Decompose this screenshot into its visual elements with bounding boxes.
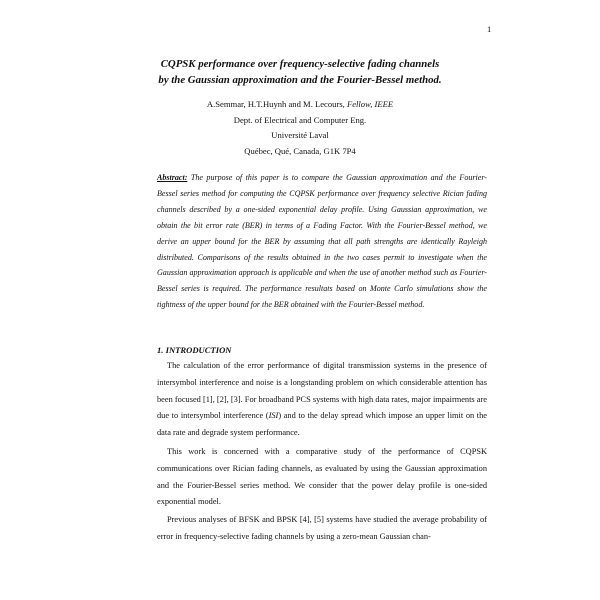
author-names: A.Semmar, H.T.Huynh and M. Lecours, — [206, 99, 347, 109]
abstract-label: Abstract: — [157, 173, 188, 182]
abstract — [157, 170, 487, 313]
title-line-2: by the Gaussian approximation and the Fourier-Bessel method. — [158, 74, 442, 86]
author-line — [150, 97, 450, 113]
affiliation-university: Université Laval — [271, 130, 329, 140]
paragraph-1-text-b: ) and to the delay spread which impose an upper limit on the data rate and degrade system performance. — [157, 411, 487, 438]
title-line-1: CQPSK performance over frequency-selective fading channels — [160, 58, 440, 70]
body-paragraph-3: Previous analyses of BFSK and BPSK [4], [5] systems have studied the average probability of error in frequency-selective fading channels by using a zero-mean Gaussian chan- — [157, 515, 487, 541]
section-heading: 1. INTRODUCTION — [157, 345, 232, 355]
paper-title — [110, 56, 490, 88]
body-paragraph-1 — [157, 358, 487, 442]
author-fellow: Fellow, IEEE — [346, 99, 394, 109]
author-block — [150, 97, 450, 159]
body-paragraph-2: This work is concerned with a comparative study of the performance of CQPSK communications over Rician fading channels, as evaluated by using the Gaussian approximation and the Fourier-Bessel series method. We consider that the power delay profile is one-sided exponential model. — [157, 447, 487, 507]
page-number: 1 — [487, 24, 492, 34]
paragraph-1-text-a: The calculation of the error performance of digital transmission systems in the presence of intersymbol interference and noise is a longstanding problem on which considerable attention has been focused [1], [2], [3]. For broadband PCS systems with high data rates, major impairments are due to intersymbol interference ( — [157, 361, 487, 421]
abstract-text: The purpose of this paper is to compare the Gaussian approximation and the Fourier-Bessel series method for computing the CQPSK performance over frequency selective Rician fading channels described by a one-sided exponential delay profile. Using Gaussian approximation, we obtain the bit error rate (BER) in terms of a Fading Factor. With the Fourier-Bessel method, we derive an upper bound for the BER by assuming that all path strengths are identically Rayleigh distributed. Comparisons of the results obtained in the two cases permit to investigate when the Gaussian approximation approach is applicable and when the use of another method such as Fourier-Bessel series is required. The performance resultats based on Monte Carlo simulations show the tightness of the upper bound for the BER obtained with the Fourier-Bessel method. — [157, 173, 487, 310]
isi-term: ISI — [268, 411, 279, 421]
affiliation-dept: Dept. of Electrical and Computer Eng. — [233, 114, 367, 125]
affiliation-city: Québec, Qué, Canada, G1K 7P4 — [244, 145, 356, 156]
